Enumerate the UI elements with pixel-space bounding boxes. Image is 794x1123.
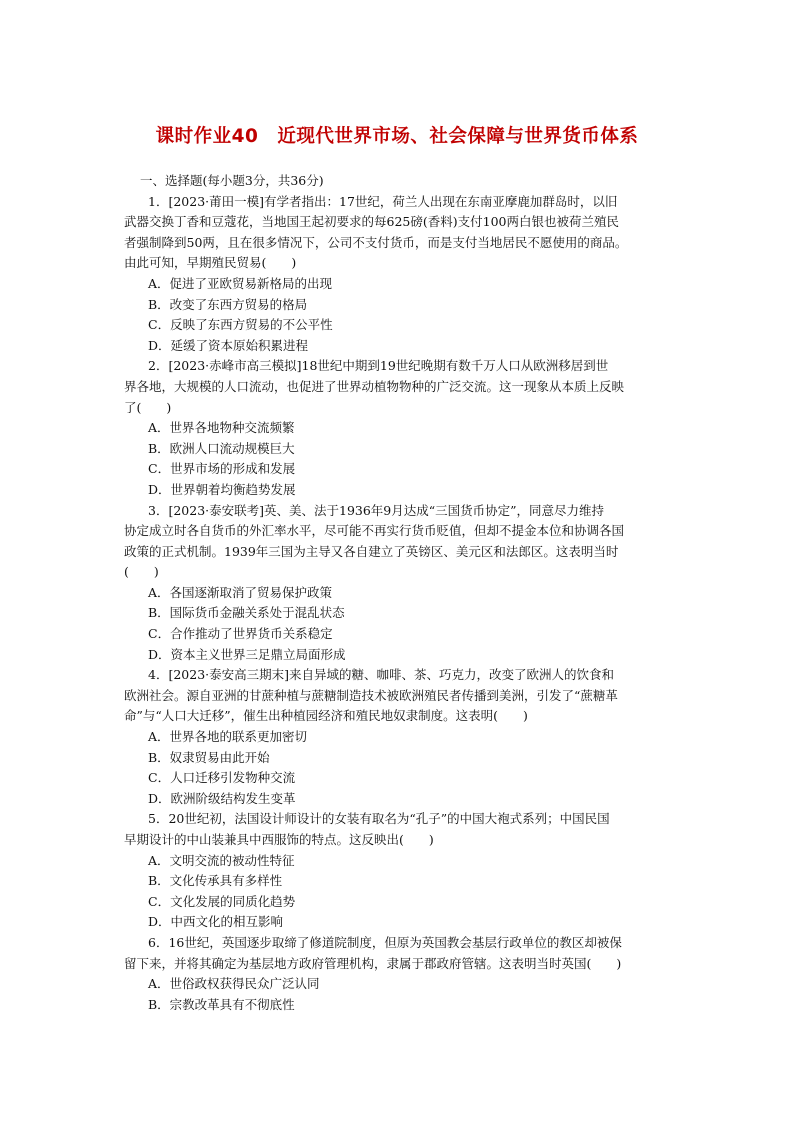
question-1 [124,192,696,357]
question-line: 命”与“人口大迁移”，催生出种植园经济和殖民地奴隶制度。这表明( ) [124,708,528,724]
option-a: A．世界各地物种交流频繁 [148,420,295,436]
question-6 [124,933,696,1015]
question-5 [124,809,696,933]
option-a: A．世俗政权获得民众广泛认同 [148,976,320,992]
option-b: B．奴隶贸易由此开始 [148,749,270,765]
question-line: 欧洲社会。源自亚洲的甘蔗种植与蔗糖制造技术被欧洲殖民者传播到美洲，引发了“蔗糖革 [124,687,618,703]
option-b: B．国际货币金融关系处于混乱状态 [148,605,345,621]
option-b: B．欧洲人口流动规模巨大 [148,440,295,456]
option-c: C．反映了东西方贸易的不公平性 [148,317,333,333]
question-line: 4．[2023·泰安高三期末]来自异域的糖、咖啡、茶、巧克力，改变了欧洲人的饮食和 [148,667,614,683]
option-d: D．资本主义世界三足鼎立局面形成 [148,646,346,662]
question-line: 者强制降到50两，且在很多情况下，公司不支付货币，而是支付当地居民不愿使用的商品。 [124,234,628,250]
option-a: A．促进了亚欧贸易新格局的出现 [148,275,333,291]
option-d: D．世界朝着均衡趋势发展 [148,481,296,497]
question-line: 了( ) [124,399,172,415]
question-line: 由此可知，早期殖民贸易( ) [124,255,297,271]
question-line: 协定成立时各自货币的外汇率水平，尽可能不再实行货币贬值，但却不提金本位和协调各国 [124,523,625,539]
question-2 [124,356,696,500]
option-b: B．宗教改革具有不彻底性 [148,996,295,1012]
question-line: 早期设计的中山装兼具中西服饰的特点。这反映出( ) [124,832,434,847]
question-line: ( ) [124,564,159,580]
option-d: D．中西文化的相互影响 [148,914,284,930]
question-line: 5．20世纪初，法国设计师设计的女装有取名为“孔子”的中国大袍式系列；中国民国 [148,811,610,827]
question-line: 3．[2023·泰安联考]英、美、法于1936年9月达成“三国货币协定”，同意尽力维持 [148,502,605,518]
option-c: C．文化发展的同质化趋势 [148,893,296,909]
page-title: 课时作业40 近现代世界市场、社会保障与世界货币体系 [155,126,639,147]
question-line: 武器交换丁香和豆蔻花，当地国王起初要求的每625磅(香料)支付100两白银也被荷兰殖民 [124,214,619,230]
question-line: 政策的正式机制。1939年三国为主导又各自建立了英镑区、美元区和法郎区。这表明当时 [124,543,619,559]
option-c: C．人口迁移引发物种交流 [148,770,296,786]
option-b: B．改变了东西方贸易的格局 [148,296,308,312]
section-heading: 一、选择题(每小题3分，共36分) [140,173,324,188]
option-b: B．文化传承具有多样性 [148,873,283,889]
question-3 [124,501,696,666]
question-line: 6．16世纪，英国逐步取缔了修道院制度，但原为英国教会基层行政单位的教区却被保 [148,934,622,950]
question-line: 1．[2023·莆田一模]有学者指出：17世纪，荷兰人出现在东南亚摩鹿加群岛时，以旧 [148,193,618,209]
question-body [124,171,696,1015]
option-d: D．延缓了资本原始积累进程 [148,337,309,353]
option-a: A．各国逐渐取消了贸易保护政策 [148,584,333,600]
option-a: A．文明交流的被动性特征 [148,852,295,868]
question-line: 留下来，并将其确定为基层地方政府管理机构，隶属于郡政府管辖。这表明当时英国( ) [124,955,622,971]
option-a: A．世界各地的联系更加密切 [148,729,308,745]
question-4 [124,665,696,809]
option-c: C．世界市场的形成和发展 [148,461,296,477]
question-line: 2．[2023·赤峰市高三模拟]18世纪中期到19世纪晚期有数千万人口从欧洲移居到世 [148,358,609,374]
option-c: C．合作推动了世界货币关系稳定 [148,626,333,642]
option-d: D．欧洲阶级结构发生变革 [148,790,296,806]
question-line: 界各地，大规模的人口流动，也促进了世界动植物物种的广泛交流。这一现象从本质上反映 [124,378,625,394]
